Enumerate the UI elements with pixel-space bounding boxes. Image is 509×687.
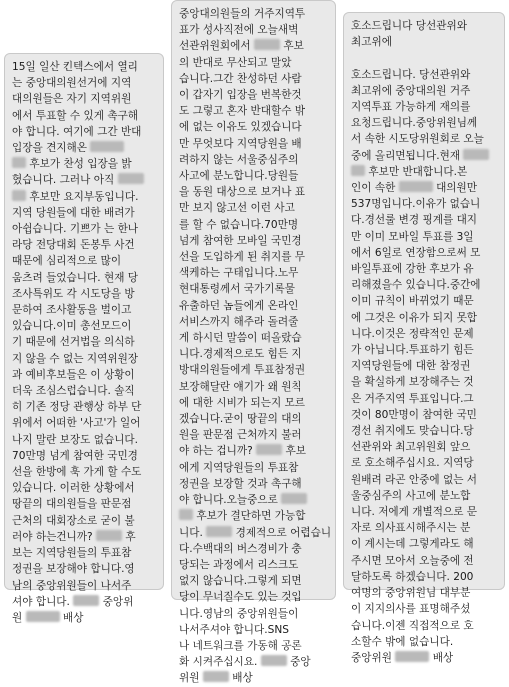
message-line: 색케하는 구태입니다.노무 [179, 267, 299, 280]
message-line: 문하여 조사활동을 벌이고 [12, 304, 132, 317]
message-line: 더욱 조심스럽습니다. 솔직 [12, 385, 135, 398]
message-line: 만 보지 않고선 이런 사고 [179, 202, 295, 215]
message-line: 나지 말란 보장도 없습니다. [12, 433, 139, 446]
message-line: 537명입니다.이유가 없습니 [351, 198, 481, 211]
redacted-name [118, 173, 144, 184]
message-line: 최고위에 [351, 36, 392, 49]
message-line: 위에서 어떠한 '사고'가 일어 [12, 417, 141, 430]
message-line: 선관위와 최고위원회 앞으 [351, 441, 471, 454]
redacted-name [399, 181, 433, 192]
message-line: 없지 않습니다.그렇게 되면 [179, 575, 302, 588]
redacted-name [203, 671, 229, 682]
message-line: 리해졌을수 있습니다.중간에 [351, 279, 481, 292]
message-line: 선관위원회에서 후보 [179, 40, 304, 53]
message-line: 근처의 대회장소로 굳이 불 [12, 514, 135, 527]
message-line: 사고에 분노합니다.당원들 [179, 170, 299, 183]
message-line: 과 예비후보들은 이 상황이 [12, 368, 135, 381]
message-line: 이 지지의사를 표명해주셨 [351, 603, 471, 616]
paragraph-gap [351, 50, 499, 66]
message-line: 로 호소해주십시요. 지역당 [351, 457, 474, 470]
message-line: 현대통령께서 국가기록물 [179, 283, 295, 296]
message-line: 있습니다.이미 총선모드이 [12, 320, 132, 333]
message-line: 지 않을 수 없는 지역위원장 [12, 352, 139, 365]
message-bubble-1[interactable] [4, 53, 164, 624]
redacted-name [254, 39, 280, 50]
message-line: 움츠려 들었습니다. 현재 당 [12, 271, 139, 284]
message-line: 지역당원들에 대한 참정권 [351, 360, 471, 373]
redacted-name [351, 165, 365, 176]
message-line: 려하지 않는 서울중심주의 [179, 153, 299, 166]
message-line: 히 기존 정당 관행상 하부 단 [12, 401, 142, 414]
message-line: 여명의 중앙위원님 대부분 [351, 587, 471, 600]
message-line: 에서 투표할 수 있게 촉구해 [12, 109, 139, 122]
message-line: 때문에 심리적으로 많이 [12, 255, 122, 268]
message-line: 니다.이것은 정략적인 문제 [351, 327, 474, 340]
message-line: 중앙위원 배상 [351, 651, 454, 664]
message-line: 보는 지역당원들의 투표참 [12, 547, 132, 560]
message-line: 는 중앙대의원선거에 지역 [12, 77, 132, 90]
message-line: 은 거주지역 투표입니다.그 [351, 392, 474, 405]
message-line: 에 대한 시비가 되는지 모르 [179, 396, 306, 409]
message-line: 이미 규칙이 바뀌었기 때문 [351, 295, 474, 308]
message-line: 15일 일산 킨텍스에서 열리 [12, 61, 138, 73]
message-line: 나서주셔야 합니다.SNS [179, 623, 289, 636]
message-line: 을 확실하게 보장해주는 것 [351, 376, 474, 389]
message-line: 니다. 저에게 개별적으로 문 [351, 506, 478, 519]
message-line: 을 동원 대상으로 보거나 표 [179, 186, 306, 199]
message-line: 후보만 요지부동입니다. [12, 189, 158, 205]
message-line: 지역투표 가능하게 재의를 [351, 101, 471, 113]
redacted-name [281, 493, 307, 504]
redacted-name [179, 509, 193, 520]
message-line: 기 때문에 선거법을 의식하 [12, 336, 135, 349]
message-line: 당이 무너질수도 있는 것입 [179, 591, 302, 604]
message-line: 최고위에 중앙대의원 거주 [351, 84, 471, 97]
message-line: 에게 지역당원들의 투표참 [179, 461, 299, 474]
message-line: 후보가 결단하면 가능합 [179, 508, 330, 524]
redacted-name [463, 149, 489, 160]
message-line: 주시면 모아서 오늘중에 전 [351, 554, 474, 567]
redacted-name [12, 157, 26, 168]
message-line: 겠습니다.굳이 땅끝의 대의 [179, 413, 302, 426]
message-line: 울중심주의 사고에 분노합 [351, 489, 471, 502]
message-line: 러야 하는건니까? 후 [12, 530, 136, 543]
message-line: 경선 취지에도 맞습니다.당 [351, 425, 474, 438]
message-line: 당되는 과정에서 리스크도 [179, 558, 299, 571]
message-line: 아쉽습니다. 기쁘가 는 한나 [12, 223, 139, 236]
message-line: 서비스까지 해주라 돌려줄 [179, 315, 299, 328]
message-line: 야 합니다.오늘중으로 [179, 492, 330, 508]
message-line: 자로 의사표시해주시는 분 [351, 522, 471, 535]
message-line: 선을 한방에 훅 가게 할 수도 [12, 466, 142, 479]
message-line: 에서 6일로 연장함으로써 모 [351, 246, 481, 259]
message-line: 있습니다. 이러한 상황에서 [12, 482, 135, 495]
message-line: 선을 도입하게 된 취지를 무 [179, 251, 306, 264]
message-line: 이 갑자기 입장을 번복한것 [179, 89, 302, 102]
message-line: 나 네트워크를 가동해 공론 [179, 639, 302, 652]
message-line: 바일투표에 강한 후보가 유 [351, 263, 474, 276]
message-line: 넘게 참여한 모바일 국민경 [179, 234, 302, 247]
message-line: 게 하시던 말씀이 떠올랐습 [179, 332, 302, 345]
message-line: 야 합니다. 여기에 그간 반대 [12, 125, 142, 138]
message-line: 서 속한 시도당위원회로 오늘 [351, 133, 484, 146]
message-line: 인이 속한 대의원만 [351, 182, 477, 195]
message-line: 대의원들은 자기 지역위원 [12, 93, 132, 106]
message-line: 에 그것은 이유가 되지 못합 [351, 311, 478, 324]
message-line: 표가 성사직전에 오늘새벽 [179, 24, 299, 37]
message-line: 의 반대로 무산되고 말았 [179, 56, 292, 69]
message-line: 남의 중앙위원들이 나서주 [12, 579, 132, 592]
message-line: 셔야 합니다. 중앙위 [12, 595, 134, 608]
message-line: 보장해달란 얘기가 왜 원칙 [179, 380, 302, 393]
message-line: 후보가 찬성 입장을 밝 [12, 156, 158, 172]
message-line: 후보만 반대합니다.본 [351, 164, 499, 180]
message-line: 것이 80만명이 참여한 국민 [351, 408, 477, 421]
message-line: 만 이미 모바일 투표를 3일 [351, 230, 474, 243]
message-line: 땅끝의 대의원들을 판문점 [12, 498, 132, 511]
message-line: 라당 전당대회 돈봉투 사건 [12, 239, 135, 252]
redacted-name [12, 190, 26, 201]
message-line: 정권을 보장해야 합니다.영 [12, 563, 135, 576]
message-line: 소할수 밖에 없습니다. [351, 635, 454, 648]
message-line: 70만명 넘게 참여한 국민경 [12, 449, 138, 462]
message-line: 니다.경제적으로도 힘든 지 [179, 348, 302, 361]
message-line: 가 아닙니다.투표하기 힘든 [351, 344, 474, 357]
message-line: 니다. 경제적으로 어렵습니 [179, 526, 332, 539]
message-line: 유출하던 놈들에게 온라인 [179, 299, 299, 312]
message-line: 습니다.이젠 직접적으로 호 [351, 619, 474, 632]
redacted-name [26, 611, 60, 622]
message-line: 방대의원들에게 투표참정권 [179, 364, 306, 377]
message-line: 에 없는 이유도 있겠습니다 [179, 121, 302, 134]
message-line: 야 하는 겁니까? 후보 [179, 445, 306, 458]
message-line: 혔습니다. 그러나 아직 [12, 172, 158, 188]
redacted-name [395, 651, 429, 662]
message-line: 호소드립니다 당선관위와 [351, 20, 467, 32]
message-line: 다.수백대의 버스경비가 충 [179, 542, 302, 555]
message-line: 를 할 수 없습니다.70만명 [179, 218, 299, 231]
message-line: 만 무엇보다 지역당원을 배 [179, 137, 302, 150]
message-line: 습니다.그간 찬성하던 사람 [179, 72, 302, 85]
message-line: 지역 당원들에 대한 배려가 [12, 206, 135, 219]
redacted-name [261, 655, 287, 666]
message-line: 원배려 라곤 안중에 없는 서 [351, 473, 478, 486]
message-line: 이 계시는데 그렇게라도 해 [351, 538, 474, 551]
message-line: 원을 판문점 근처까지 불러 [179, 429, 302, 442]
redacted-name [206, 526, 232, 537]
message-line: 달하도록 하겠습니다. 200 [351, 570, 474, 583]
message-line: 다.경선룰 변경 핑계를 대지 [351, 214, 478, 227]
message-bubble-3[interactable] [343, 12, 505, 664]
message-line: 위원 배상 [179, 672, 253, 685]
message-line: 화 시켜주십시요. 중앙 [179, 656, 311, 669]
message-line: 요청드립니다.중앙위원님께 [351, 117, 478, 130]
message-line: 정권을 보장할 것과 촉구해 [179, 477, 302, 490]
message-line: 원 배상 [12, 611, 84, 624]
message-bubble-2[interactable] [171, 0, 336, 685]
message-line: 도 그렇고 혼자 반대할수 밖 [179, 105, 306, 118]
redacted-name [73, 595, 99, 606]
message-line: 중앙대의원들의 거주지역투 [179, 8, 306, 20]
message-line: 호소드립니다. 당선관위와 [351, 68, 471, 81]
redacted-name [90, 141, 124, 152]
message-line: 중에 올리면됩니다.현재 [351, 148, 499, 164]
message-line: 조사특위도 각 시도당을 방 [12, 287, 135, 300]
message-line: 니다.영남의 중앙위원들이 [179, 607, 299, 620]
message-line: 입장을 견지해온 [12, 140, 158, 156]
redacted-name [96, 530, 122, 541]
redacted-name [256, 444, 282, 455]
